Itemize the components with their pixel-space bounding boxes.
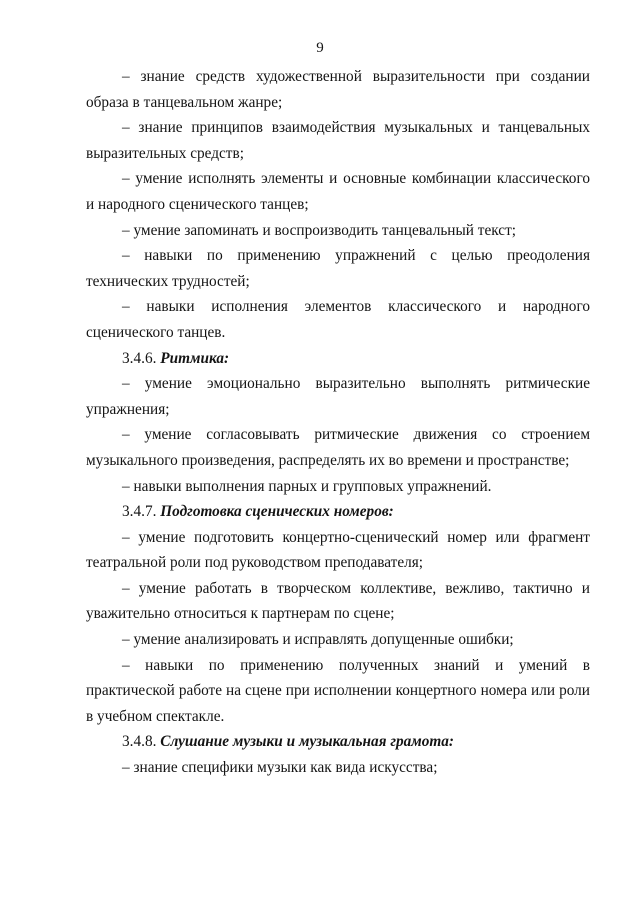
list-item-line: и народного сценического танцев; [86,195,309,213]
section-title: Подготовка сценических номеров: [160,503,394,521]
list-item-line: – навыки исполнения элементов классического и народного [122,298,590,316]
list-item-line: упражнения; [86,400,170,418]
section-number: 3.4.8. [122,733,157,751]
page-number: 9 [316,40,324,56]
list-item-line: театральной роли под руководством преподавателя; [86,554,424,572]
list-item-line: музыкального произведения, распределять их во времени и пространстве; [86,451,570,469]
section-heading-3-4-7 [86,499,590,525]
section-title: Ритмика: [160,349,230,367]
list-item-line: – умение анализировать и исправлять допущенные ошибки; [122,631,514,649]
list-item-line: – навыки по применению полученных знаний и умений в [122,656,590,674]
list-item [86,525,590,576]
list-item-line: – умение согласовывать ритмические движения со строением [122,426,590,444]
list-item-line: – навыки выполнения парных и групповых упражнений. [122,477,492,495]
list-item-line: выразительных средств; [86,144,244,162]
list-item [86,166,590,217]
section-title: Слушание музыки и музыкальная грамота: [160,733,455,751]
section-number: 3.4.6. [122,349,157,367]
list-item-line: – умение подготовить концертно-сценический номер или фрагмент [122,528,590,546]
list-item-line: – умение работать в творческом коллективе, вежливо, тактично и [122,579,590,597]
list-item-line: образа в танцевальном жанре; [86,93,283,111]
list-item [86,218,590,244]
list-item [86,115,590,166]
list-item-line: – знание средств художественной выразительности при создании [122,68,590,85]
list-item [86,653,590,730]
list-item-line: – умение эмоционально выразительно выполнять ритмические [122,375,590,393]
section-number: 3.4.7. [122,503,157,521]
list-item [86,243,590,294]
list-item-line: – знание принципов взаимодействия музыкальных и танцевальных [122,119,590,137]
list-item-line: – умение запоминать и воспроизводить танцевальный текст; [122,221,517,239]
list-item-line: – умение исполнять элементы и основные комбинации классического [122,170,590,188]
list-items-b [86,371,590,499]
list-item-line: в учебном спектакле. [86,707,225,725]
list-item [86,576,590,627]
list-item-line: – навыки по применению упражнений с целью преодоления [122,247,590,265]
list-item [86,755,590,781]
list-item [86,64,590,115]
list-items-d [86,755,590,781]
section-heading-3-4-6 [86,346,590,372]
list-item [86,627,590,653]
list-item-line: практической работе на сцене при исполнении концертного номера или роли [86,682,590,700]
list-item-line: – знание специфики музыки как вида искусства; [122,759,438,777]
list-item [86,294,590,345]
list-item [86,422,590,473]
list-item [86,371,590,422]
list-items-c [86,525,590,730]
list-item-line: технических трудностей; [86,272,250,290]
list-item-line: сценического танцев. [86,323,226,341]
list-item [86,474,590,500]
list-item-line: уважительно относиться к партнерам по сцене; [86,605,395,623]
list-items-a [86,64,590,346]
section-heading-3-4-8 [86,729,590,755]
page-content [86,64,590,781]
